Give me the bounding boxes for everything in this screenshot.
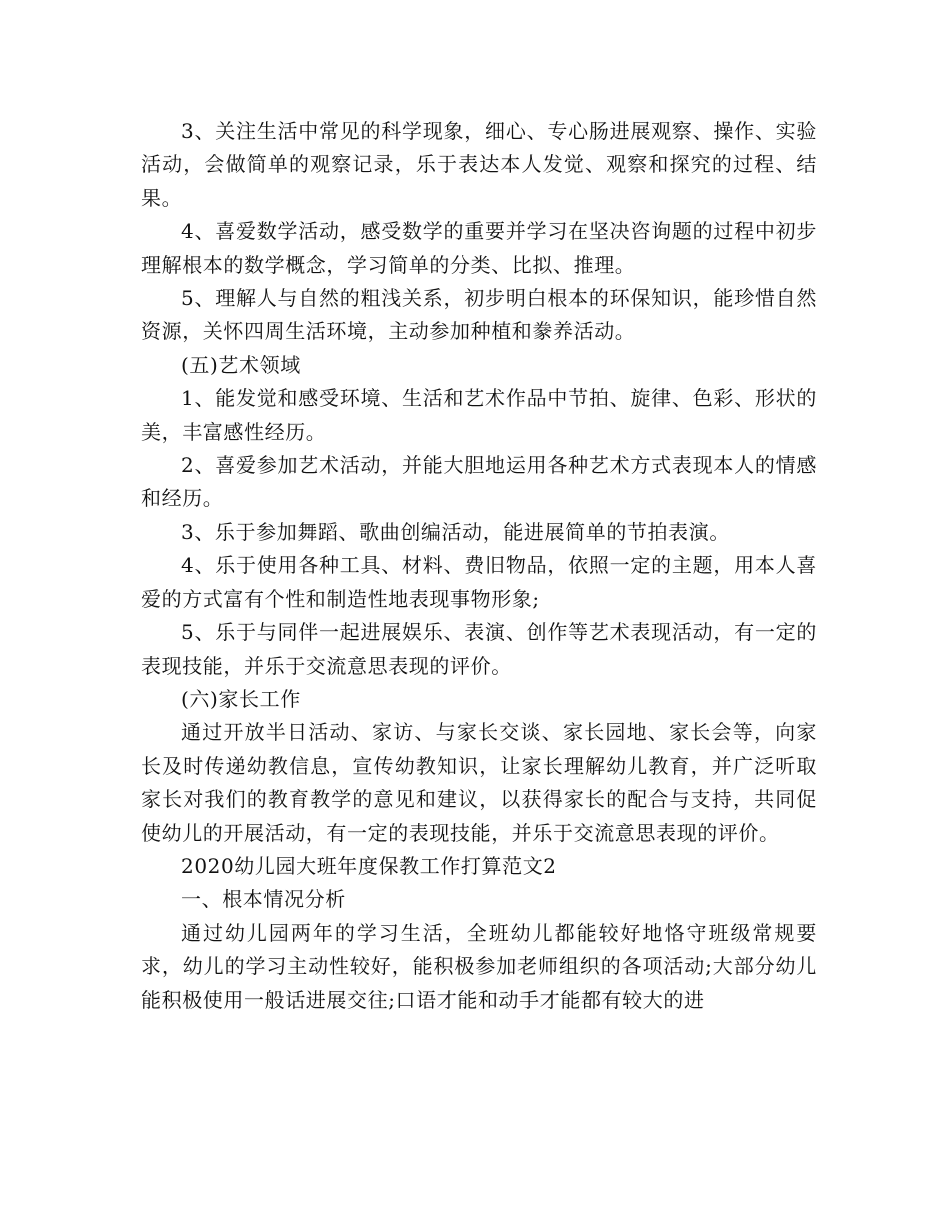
paragraph-art-1: 1、能发觉和感受环境、生活和艺术作品中节拍、旋律、色彩、形状的美，丰富感性经历。 xyxy=(141,386,817,444)
section-heading-parents: (六)家长工作 xyxy=(181,686,301,711)
section-heading-art: (五)艺术领域 xyxy=(181,352,301,377)
paragraph-analysis: 通过幼儿园两年的学习生活，全班幼儿都能较好地恪守班级常规要求，幼儿的学习主动性较好，能积极参加老师组织的各项活动;大部分幼儿能积极使用一般话进展交往;口语才能和动手才能都有较大的进 xyxy=(141,920,817,1012)
section-heading-analysis: 一、根本情况分析 xyxy=(181,887,346,912)
paragraph-art-3: 3、乐于参加舞蹈、歌曲创编活动，能进展简单的节拍表演。 xyxy=(181,519,730,544)
paragraph-science-5: 5、理解人与自然的粗浅关系，初步明白根本的环保知识，能珍惜自然资源，关怀四周生活环境，主动参加种植和豢养活动。 xyxy=(141,286,817,344)
paragraph-art-2: 2、喜爱参加艺术活动，并能大胆地运用各种艺术方式表现本人的情感和经历。 xyxy=(141,453,817,511)
paragraph-art-4: 4、乐于使用各种工具、材料、费旧物品，依照一定的主题，用本人喜爱的方式富有个性和制造性地表现事物形象; xyxy=(141,553,817,611)
document-title-2: 2020幼儿园大班年度保教工作打算范文2 xyxy=(181,853,557,878)
paragraph-science-4: 4、喜爱数学活动，感受数学的重要并学习在坚决咨询题的过程中初步理解根本的数学概念，学习简单的分类、比拟、推理。 xyxy=(141,219,817,277)
paragraph-parents: 通过开放半日活动、家访、与家长交谈、家长园地、家长会等，向家长及时传递幼教信息，宣传幼教知识，让家长理解幼儿教育，并广泛听取家长对我们的教育教学的意见和建议，以获得家长的配合与支持，共同促使幼儿的开展活动，有一定的表现技能，并乐于交流意思表现的评价。 xyxy=(141,720,817,845)
paragraph-science-3: 3、关注生活中常见的科学现象，细心、专心肠进展观察、操作、实验活动，会做简单的观察记录，乐于表达本人发觉、观察和探究的过程、结果。 xyxy=(141,119,817,210)
paragraph-art-5: 5、乐于与同伴一起进展娱乐、表演、创作等艺术表现活动，有一定的表现技能，并乐于交流意思表现的评价。 xyxy=(141,620,817,678)
document-body xyxy=(141,115,817,1017)
